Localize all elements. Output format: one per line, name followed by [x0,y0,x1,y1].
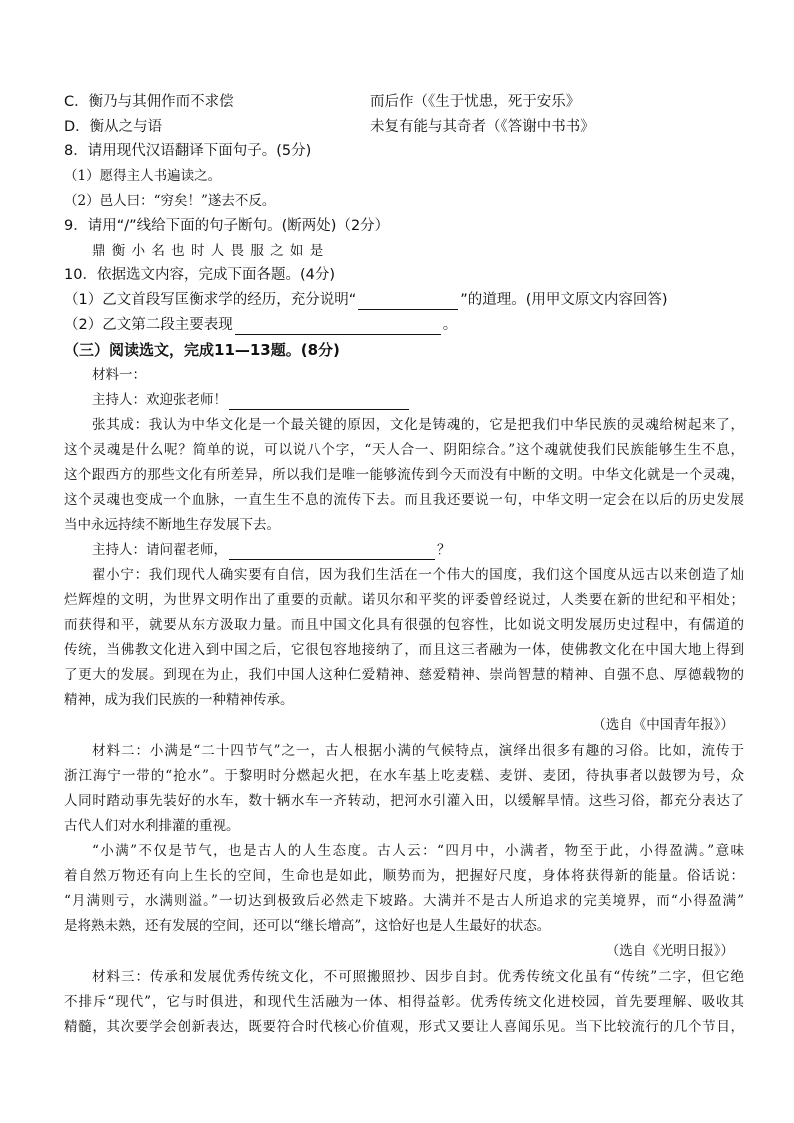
q10-item-1-post: ”的道理。(用甲文原文内容回答) [460,292,668,308]
source-citation-2: （选自《光明日报》） [605,943,734,959]
host-line-2-pre: 主持人：请问翟老师， [92,542,227,558]
option-c: C．衡乃与其佣作而不求偿 [64,94,234,110]
option-c-right: 而后作（《生于忧患，死于安乐》 [370,94,581,110]
section-heading: （三）阅读选文，完成11—13题。(8分) [64,341,340,359]
answer-blank[interactable] [358,294,458,310]
q8-stem: 8．请用现代汉语翻译下面句子。(5分) [64,143,312,159]
q9-sentence: 鼎 衡 小 名 也 时 人 畏 服 之 如 是 [92,243,325,259]
material2-line-5: “小满”不仅是节气，也是古人的人生态度。古人云：“四月中，小满者，物至于此，小得盈满。”意味 [92,843,744,859]
answer-blank[interactable] [229,544,435,560]
q10-item-1 [64,290,668,310]
host-line-2 [92,540,451,560]
material2-line-4: 古代人们对水利排灌的重视。 [64,818,240,834]
source-citation-1: （选自《中国青年报》） [592,717,734,733]
zhai-line-1: 翟小宁：我们现代人确实要有自信，因为我们生活在一个伟大的国度，我们这个国度从远古以来创造了灿 [92,567,744,583]
material1-label: 材料一： [92,367,146,383]
option-d: D．衡从之与语 [64,119,163,135]
material2-line-7: “月满则亏，水满则溢。”一切达到极致后必然走下坡路。大满并不是古人所追求的完美境界，而“小得盈满” [64,893,744,909]
option-d-right: 未复有能与其奇者（《答谢中书书》 [370,119,595,135]
q10-item-2-pre: （2）乙文第二段主要表现 [64,317,233,333]
zhai-line-5: 了更大的发展。到现在为止，我们中国人这种仁爱精神、慈爱精神、崇尚智慧的精神、自强不息、厚德载物的 [64,667,744,683]
zhai-line-2: 烂辉煌的文明，为世界文明作出了重要的贡献。诺贝尔和平奖的评委曾经说过，人类要在新的世纪和平相处； [64,592,744,608]
q8-sentence-2: （2）邑人曰：“穷矣！”遂去不反。 [64,193,276,209]
host-line-1-text: 主持人：欢迎张老师！ [92,392,227,408]
zhang-line-3: 这个跟西方的那些文化有所差异，所以我们是唯一能够流传到今天而没有中断的文明。中华文化就是一个灵魂， [64,467,744,483]
host-line-2-post: ？ [437,542,451,558]
zhai-line-4: 传统，当佛教文化进入到中国之后，它很包容地接纳了，而且这三者融为一体，使佛教文化在中国大地上得到 [64,642,744,658]
zhang-line-2: 这个灵魂是什么呢？简单的说，可以说八个字，“天人合一、阴阳综合。”这个魂就使我们民族能够生生不息， [64,442,744,458]
material2-line-6: 着自然万物还有向上生长的空间，生命也是如此，顺势而为，把握好尺度，身体将获得新的能量。俗话说： [64,868,744,884]
q10-item-2 [64,315,457,335]
zhang-line-1: 张其成：我认为中华文化是一个最关键的原因，文化是铸魂的，它是把我们中华民族的灵魂给树起来了， [92,417,744,433]
material2-line-1: 材料二：小满是“二十四节气”之一，古人根据小满的气候特点，演绎出很多有趣的习俗。比如，流传于 [92,743,744,759]
q9-stem: 9．请用“/”线给下面的句子断句。(断两处)（2分） [64,218,390,234]
material3-line-2: 不排斥“现代”，它与时俱进，和现代生活融为一体、相得益彰。优秀传统文化进校园，首先要理解、吸收其 [64,994,744,1010]
material2-line-2: 浙江海宁一带的“抢水”。于黎明时分燃起火把，在水车基上吃麦糕、麦饼、麦团，待执事者以鼓锣为号，众 [64,768,744,784]
zhang-line-5: 当中永远持续不断地生存发展下去。 [64,517,280,533]
zhang-line-4: 这个灵魂也变成一个血脉，一直生生不息的流传下去。而且我还要说一句，中华文明一定会在以后的历史发展 [64,492,744,508]
material3-line-3: 精髓，其次要学会创新表达，既要符合时代核心价值观，形式又要让人喜闻乐见。当下比较流行的几个节目， [64,1019,744,1035]
material2-line-3: 人同时踏动事先装好的水车，数十辆水车一齐转动，把河水引灌入田，以缓解旱情。这些习俗，都充分表达了 [64,793,744,809]
answer-blank[interactable] [229,394,409,410]
q10-item-1-pre: （1）乙文首段写匡衡求学的经历，充分说明“ [64,292,357,308]
q10-stem: 10．依据选文内容，完成下面各题。(4分) [64,267,335,283]
answer-blank[interactable] [235,319,441,335]
q8-sentence-1: （1）愿得主人书遍读之。 [64,168,222,184]
host-line-1 [92,390,411,410]
q10-item-2-post: 。 [442,317,458,333]
zhai-line-6: 精神，成为我们民族的一种精神传承。 [64,692,294,708]
zhai-line-3: 而获得和平，就要从东方汲取力量。而且中国文化具有很强的包容性，比如说文明发展历史过程中，有儒道的 [64,617,744,633]
material2-line-8: 是将熟未熟，还有发展的空间，还可以“继长增高”，这恰好也是人生最好的状态。 [64,918,551,934]
material3-line-1: 材料三：传承和发展优秀传统文化，不可照搬照抄、因步自封。优秀传统文化虽有“传统”二字，但它绝 [92,969,744,985]
